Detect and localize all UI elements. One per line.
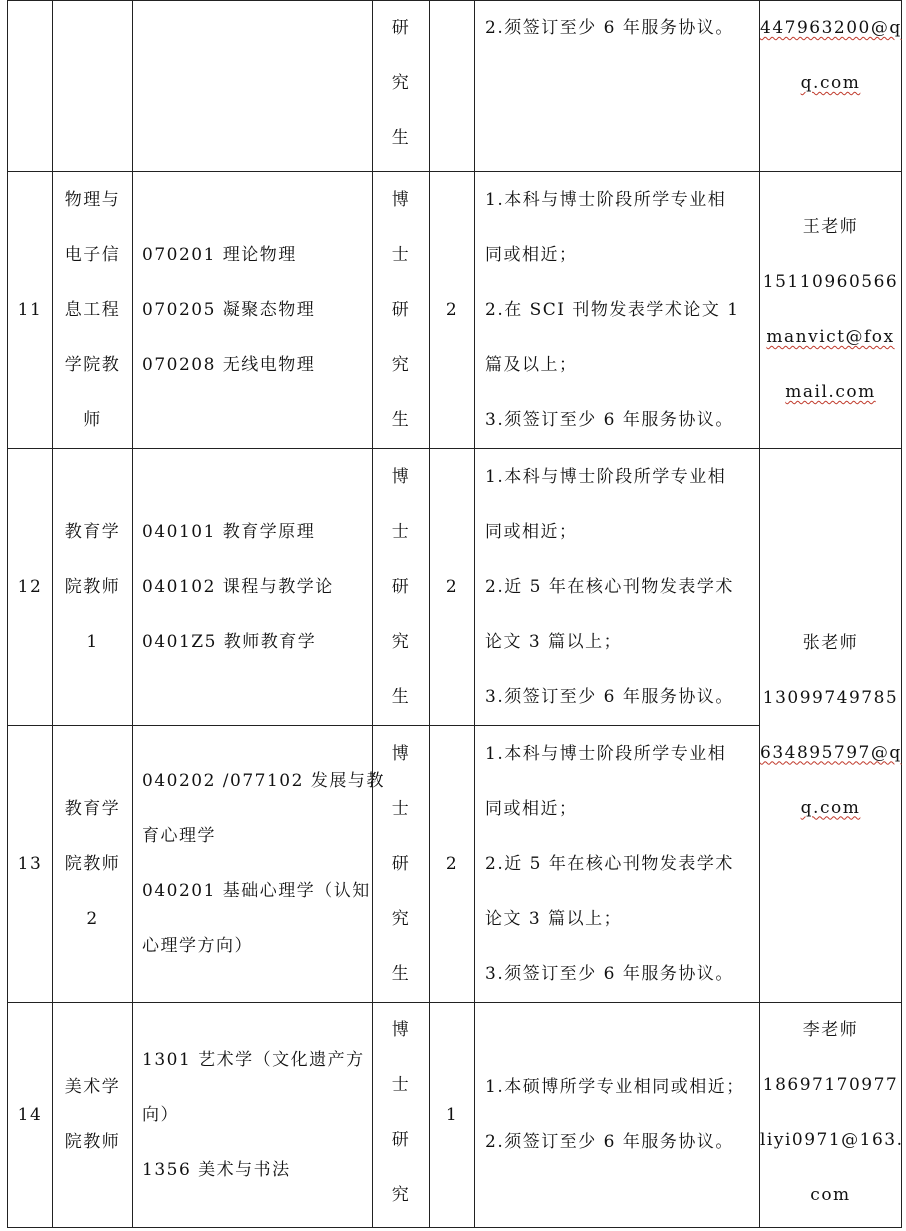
- degree-char: 士: [391, 798, 411, 819]
- department-line: 教育学: [64, 798, 121, 819]
- requirement-line: 2.近 5 年在核心刊物发表学术: [485, 853, 734, 874]
- major-line: 070201 理论物理: [142, 244, 297, 265]
- requirements-cell: [475, 1003, 760, 1228]
- row-number: 12: [8, 449, 53, 726]
- degree-char: 士: [391, 1075, 411, 1095]
- contact-email-line: 447963200@q: [760, 18, 902, 38]
- count-cell: 2: [430, 726, 475, 1003]
- major-line: 040101 教育学原理: [142, 521, 316, 542]
- degree-char: 生: [391, 686, 411, 707]
- department-line: 师: [83, 409, 102, 430]
- major-line: 心理学方向）: [142, 936, 253, 956]
- major-cell: [133, 449, 373, 726]
- table-row: [8, 1, 902, 172]
- requirement-line: 篇及以上；: [485, 354, 578, 375]
- count-cell: 2: [430, 172, 475, 449]
- major-line: 040102 课程与教学论: [142, 576, 334, 597]
- contact-email-line: q.com: [800, 73, 861, 93]
- requirement-line: 同或相近；: [485, 521, 578, 542]
- requirement-line: 1.本科与博士阶段所学专业相: [485, 743, 727, 764]
- contact-cell: [760, 1003, 902, 1228]
- major-line: 070205 凝聚态物理: [142, 299, 316, 320]
- contact-phone: 18697170977: [762, 1075, 899, 1095]
- degree-char: 生: [391, 409, 411, 430]
- department-line: 电子信: [64, 244, 121, 265]
- table-row: [8, 449, 902, 726]
- degree-char: 研: [391, 299, 411, 320]
- degree-char: 博: [391, 1020, 411, 1040]
- major-line: 1356 美术与书法: [142, 1159, 291, 1180]
- degree-cell: [373, 726, 430, 1003]
- contact-name: 李老师: [802, 1020, 859, 1040]
- degree-char: 究: [391, 1185, 411, 1205]
- degree-char: 研: [391, 18, 411, 38]
- degree-cell: [373, 449, 430, 726]
- major-line: 0401Z5 教师教育学: [142, 631, 317, 652]
- requirement-line: 论文 3 篇以上；: [485, 908, 623, 929]
- department-line: 院教师: [64, 853, 121, 874]
- major-cell: [133, 1, 373, 172]
- degree-char: 研: [391, 1130, 411, 1150]
- requirement-line: 2.须签订至少 6 年服务协议。: [485, 1132, 734, 1152]
- requirement-line: 1.本科与博士阶段所学专业相: [485, 189, 727, 210]
- requirement-line: 1.本硕博所学专业相同或相近；: [485, 1077, 745, 1097]
- department-line: 息工程: [64, 299, 121, 320]
- degree-char: 士: [391, 521, 411, 542]
- row-number: [8, 1, 53, 172]
- department-line: 院教师: [64, 1132, 121, 1152]
- department-line: 2: [86, 908, 99, 929]
- contact-name: 张老师: [802, 632, 859, 653]
- department-line: 教育学: [64, 521, 121, 542]
- major-line: 040202 /077102 发展与教: [142, 771, 385, 791]
- requirement-line: 同或相近；: [485, 798, 578, 819]
- requirement-line: 同或相近；: [485, 244, 578, 265]
- degree-char: 究: [391, 354, 411, 375]
- major-cell: [133, 172, 373, 449]
- requirements-cell: [475, 172, 760, 449]
- requirements-cell: [475, 449, 760, 726]
- department-line: 美术学: [64, 1077, 121, 1097]
- major-cell: [133, 1003, 373, 1228]
- major-line: 育心理学: [142, 826, 216, 846]
- recruitment-table: [7, 0, 902, 1228]
- table-row: [8, 1003, 902, 1228]
- count-cell: 2: [430, 449, 475, 726]
- degree-cell: [373, 1, 430, 172]
- requirement-line: 2.在 SCI 刊物发表学术论文 1: [485, 299, 740, 320]
- degree-char: 博: [391, 743, 411, 764]
- degree-cell: [373, 172, 430, 449]
- requirement-line: 3.须签订至少 6 年服务协议。: [485, 686, 734, 707]
- department-cell: [53, 172, 133, 449]
- contact-email-line: 634895797@q: [760, 742, 902, 763]
- degree-char: 研: [391, 576, 411, 597]
- contact-phone: 13099749785: [762, 687, 899, 708]
- contact-name: 王老师: [802, 217, 859, 237]
- requirement-line: 论文 3 篇以上；: [485, 631, 623, 652]
- table-row: [8, 172, 902, 449]
- degree-char: 生: [391, 963, 411, 984]
- contact-email-line: q.com: [800, 797, 861, 818]
- degree-char: 士: [391, 244, 411, 265]
- department-cell: [53, 449, 133, 726]
- contact-email-line: manvict@fox: [766, 327, 895, 347]
- count-cell: [430, 1, 475, 172]
- row-number: 14: [8, 1003, 53, 1228]
- department-cell: [53, 1003, 133, 1228]
- degree-char: 生: [391, 128, 411, 148]
- requirement-line: 3.须签订至少 6 年服务协议。: [485, 963, 734, 984]
- major-cell: [133, 726, 385, 1003]
- requirement-line: 2.近 5 年在核心刊物发表学术: [485, 576, 734, 597]
- requirement-line: 2.须签订至少 6 年服务协议。: [485, 18, 734, 38]
- requirement-line: 3.须签订至少 6 年服务协议。: [485, 409, 734, 430]
- contact-cell: [760, 1, 902, 172]
- department-line: 物理与: [64, 189, 121, 210]
- degree-char: 研: [391, 853, 411, 874]
- major-line: 040201 基础心理学（认知: [142, 881, 371, 901]
- degree-char: 博: [391, 466, 411, 487]
- degree-cell: [373, 1003, 430, 1228]
- contact-phone: 15110960566: [762, 272, 899, 292]
- major-line: 070208 无线电物理: [142, 354, 316, 375]
- row-number: 11: [8, 172, 53, 449]
- count-cell: 1: [430, 1003, 475, 1228]
- contact-email-line: mail.com: [785, 382, 876, 402]
- contact-cell: [760, 172, 902, 449]
- major-line: 向）: [142, 1104, 179, 1125]
- department-line: 院教师: [64, 576, 121, 597]
- contact-email-line: com: [810, 1185, 851, 1205]
- department-line: 1: [86, 631, 99, 652]
- degree-char: 博: [391, 189, 411, 210]
- requirement-line: 1.本科与博士阶段所学专业相: [485, 466, 727, 487]
- department-line: 学院教: [64, 354, 121, 375]
- department-cell: [53, 1, 133, 172]
- requirements-cell: [475, 726, 760, 1003]
- degree-char: 究: [391, 73, 411, 93]
- degree-char: 究: [391, 908, 411, 929]
- requirements-cell: [475, 1, 760, 172]
- contact-cell: [760, 449, 902, 1003]
- degree-char: 究: [391, 631, 411, 652]
- major-line: 1301 艺术学（文化遗产方: [142, 1049, 365, 1070]
- department-cell: [53, 726, 133, 1003]
- contact-email-line: liyi0971@163.: [760, 1130, 904, 1150]
- row-number: 13: [8, 726, 53, 1003]
